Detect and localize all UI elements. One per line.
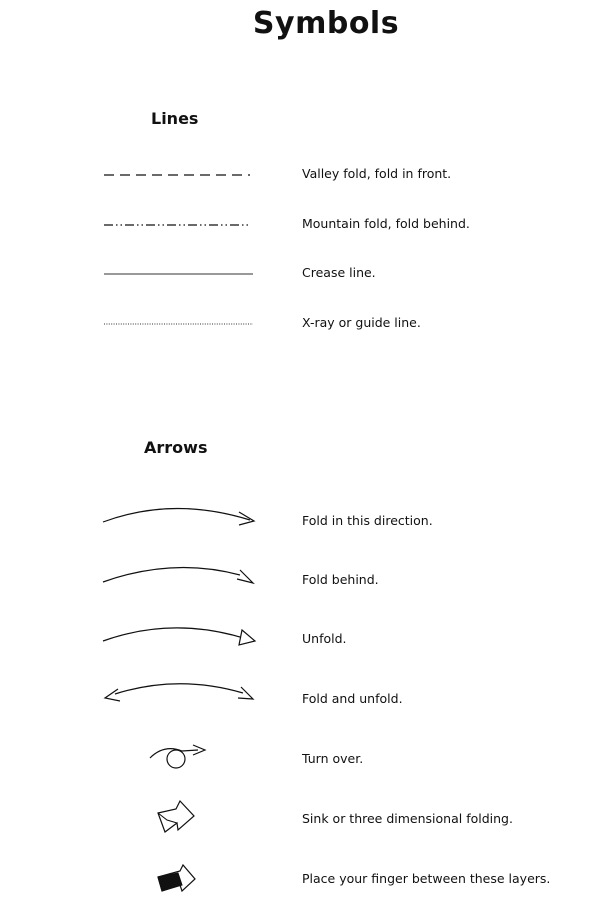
list-item xyxy=(0,155,610,195)
turn-over-icon xyxy=(98,740,263,780)
list-item xyxy=(0,860,610,900)
list-item xyxy=(0,800,610,840)
dash-dot-line-icon xyxy=(98,205,263,245)
crease-line-symbol xyxy=(98,254,263,294)
list-item xyxy=(0,205,610,245)
hollow-arrow-icon xyxy=(98,620,263,660)
turn-over-symbol xyxy=(98,740,263,780)
xray-line-symbol xyxy=(98,304,263,344)
list-item-label: Valley fold, fold in front. xyxy=(302,166,452,181)
sink-arrow-icon xyxy=(98,800,263,840)
open-arrow-icon xyxy=(98,502,263,542)
list-item-label: Fold and unfold. xyxy=(302,691,403,706)
fold-behind-symbol xyxy=(98,561,263,601)
half-arrow-icon xyxy=(98,561,263,601)
lines-heading: Lines xyxy=(151,109,199,128)
list-item xyxy=(0,502,610,542)
finger-symbol xyxy=(98,860,263,900)
list-item-label: Fold behind. xyxy=(302,572,379,587)
fold-direction-symbol xyxy=(98,502,263,542)
list-item-label: Mountain fold, fold behind. xyxy=(302,216,470,231)
list-item-label: Unfold. xyxy=(302,631,347,646)
arrows-heading: Arrows xyxy=(144,438,208,457)
dashed-line-icon xyxy=(98,155,263,195)
double-arrow-icon xyxy=(98,680,263,720)
fold-and-unfold-symbol xyxy=(98,680,263,720)
list-item-label: Crease line. xyxy=(302,265,376,280)
list-item-label: Turn over. xyxy=(302,751,364,766)
dotted-line-icon xyxy=(98,304,263,344)
mountain-fold-symbol xyxy=(98,205,263,245)
list-item xyxy=(0,304,610,344)
thin-solid-line-icon xyxy=(98,254,263,294)
list-item xyxy=(0,620,610,660)
list-item xyxy=(0,254,610,294)
list-item xyxy=(0,680,610,720)
list-item-label: Sink or three dimensional folding. xyxy=(302,811,513,826)
valley-fold-symbol xyxy=(98,155,263,195)
list-item-label: Place your finger between these layers. xyxy=(302,871,551,886)
list-item xyxy=(0,740,610,780)
page-title: Symbols xyxy=(252,6,400,41)
sink-symbol xyxy=(98,800,263,840)
list-item-label: Fold in this direction. xyxy=(302,513,433,528)
finger-arrow-icon xyxy=(98,860,263,900)
unfold-symbol xyxy=(98,620,263,660)
list-item-label: X-ray or guide line. xyxy=(302,315,421,330)
list-item xyxy=(0,561,610,601)
